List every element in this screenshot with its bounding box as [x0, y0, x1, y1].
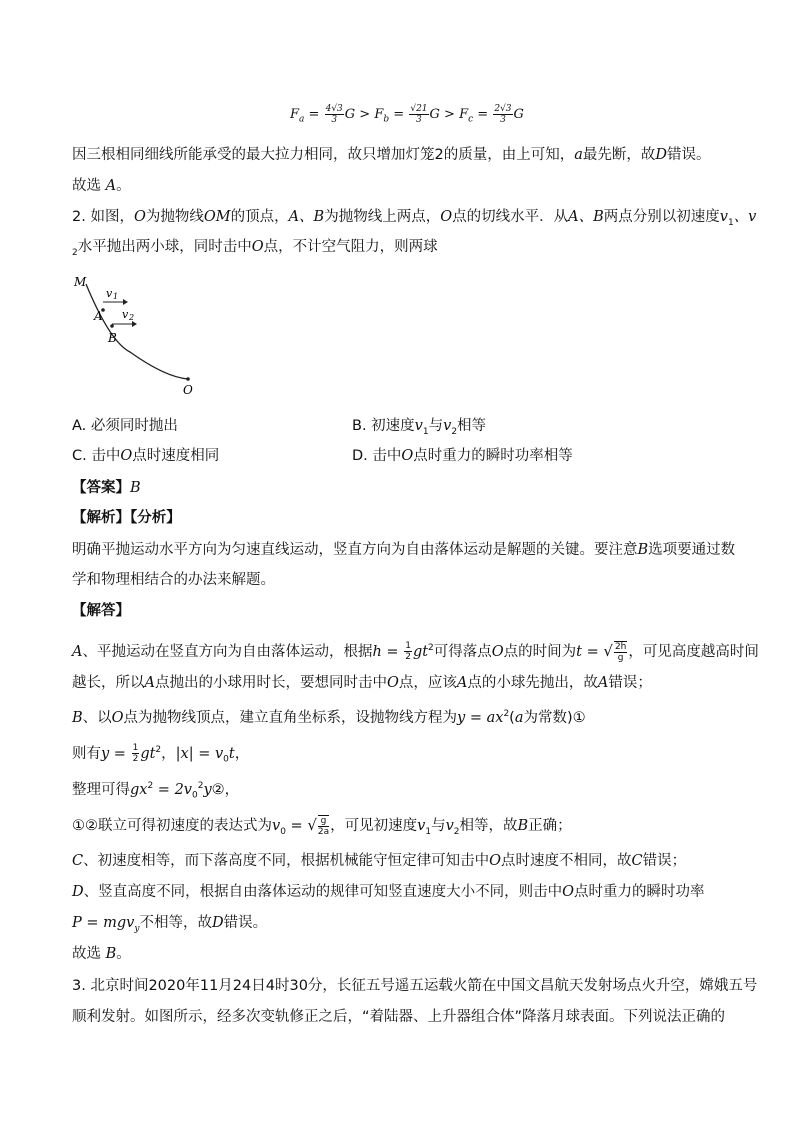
- point-b: [110, 324, 114, 328]
- solution-d-line1: D、竖直高度不同，根据自由落体运动的规律可知竖直速度大小不同，则击中O点时重力的瞬时功率: [72, 884, 705, 900]
- text-line: 故选 A。: [72, 178, 131, 194]
- svg-text:2: 2: [129, 313, 135, 322]
- final-choice: 故选 B。: [72, 946, 131, 962]
- option-d: D. 击中O点时重力的瞬时功率相等: [352, 448, 573, 464]
- analysis-label: 【解析】【分析】: [72, 510, 181, 526]
- solution-b-line1: B、以O点为抛物线顶点，建立直角坐标系，设抛物线方程为$y = ax^2(a$为常数)①: [72, 709, 586, 726]
- solution-c: C、初速度相等，而下落高度不同，根据机械能守恒定律可知击中O点时速度不相同，故C错误；: [72, 853, 687, 869]
- solution-label: 【解答】: [72, 603, 130, 619]
- solution-a-line2: 越长，所以A点抛出的小球用时长，要想同时击中O点，应该A点的小球先抛出，故A错误；: [72, 675, 652, 691]
- parabola-figure: [70, 272, 210, 402]
- text-line: 因三根相同细线所能承受的最大拉力相同，故只增加灯笼2的质量，由上可知，a最先断，故D错误。: [72, 147, 711, 163]
- label-m: M: [74, 275, 87, 289]
- force-inequality: $F_a$ = $\frac{4√3}{3}$ $G > F_b$ = $\frac{√21}{3}$ $G > F_c$ = $\frac{2√3}{3}$ G: [290, 104, 524, 125]
- question-2-line2: $_2$水平抛出两小球，同时击中O点，不计空气阻力，则两球: [72, 239, 438, 258]
- label-a: A: [94, 309, 103, 323]
- label-b: B: [108, 331, 117, 345]
- question-3-line2: 顺利发射。如图所示，经多次变轨修正之后，“着陆器、上升器组合体”降落月球表面。下列说法正确的: [72, 1009, 726, 1025]
- option-b: B. 初速度$v_1$与$v_2$相等: [352, 418, 487, 437]
- point-o: [186, 377, 190, 381]
- solution-a-line1: A、平抛运动在竖直方向为自由落体运动，根据h = $\frac{1}{2}$ $gt^2$可得落点O点的时间为t = √ $\frac{2h}{g}$ ，可见高度越高时间: [72, 641, 759, 663]
- question-3-line1: 3. 北京时间2020年11月24日4时30分，长征五号遥五运载火箭在中国文昌航天发射场点火升空，嫦娥五号: [72, 978, 758, 994]
- answer-line: 【答案】B: [72, 480, 141, 496]
- label-o: O: [183, 383, 193, 397]
- solution-b-line2: 则有y = $\frac{1}{2}$ $gt^2$，$|x| = v_0t$，: [72, 743, 250, 765]
- option-a: A. 必须同时抛出: [72, 418, 178, 434]
- option-c: C. 击中O点时速度相同: [72, 448, 220, 464]
- svg-text:1: 1: [113, 292, 119, 301]
- solution-b-line4: ①②联立可得初速度的表达式为$v_0$ = √ $\frac{g}{2a}$ ，可见初速度$v_1$与$v_2$相等，故B正确；: [72, 816, 572, 837]
- analysis-p2: 学和物理相结合的办法来解题。: [72, 572, 275, 588]
- label-v1: v: [106, 287, 113, 300]
- label-v2: v: [122, 308, 129, 321]
- solution-d-line2: P = mgv$_y$不相等，故D错误。: [72, 915, 268, 934]
- analysis-p1: 明确平抛运动水平方向为匀速直线运动，竖直方向为自由落体运动是解题的关键。要注意B选项要通过数: [72, 542, 736, 558]
- solution-b-line3: 整理可得$gx^2$ = $2v_0^2y②$，: [72, 781, 240, 801]
- parabola-curve: [86, 284, 188, 379]
- question-2-line1: 2. 如图，O为抛物线OM的顶点，A、B为抛物线上两点，O点的切线水平．从A、B两点分别以初速度$v_1$、v: [72, 209, 757, 228]
